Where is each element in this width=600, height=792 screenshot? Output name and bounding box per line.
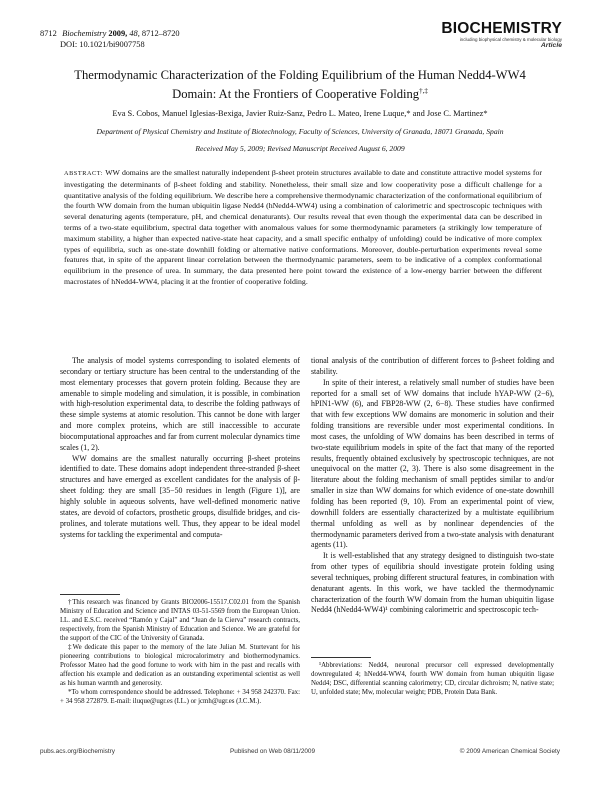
copyright: © 2009 American Chemical Society (459, 748, 560, 755)
abstract-text: WW domains are the smallest naturally independent β-sheet protein structures available to date and constitute attractive model systems for investigating the determinants of β-sheet folding and stability. Nonetheless, their small size and low cooperativity pose a difficult challenge for a quantitative analysis of the folding equilibrium. We describe here a comprehensive thermodynamic characterization of the conformational equilibrium of the fourth WW domain from the human ubiquitin ligase Nedd4 (hNedd4-WW4) using a combination of calorimetric and spectroscopic techniques with several denaturing agents (temperature, pH, and chemical denaturants). Our results reveal that even though the experimental data can be described in terms of a two-state equilibrium, spectral data together with anomalous values for some thermodynamic parameters (a strikingly low temperature of maximum stability, a higher than expected native-state heat capacity, and a small specific enthalpy of unfolding) could be indicative of more complex types of equilibria, such as one-state downhill folding or alternative native conformations. Moreover, double-perturbation experiments reveal some features that, in spite of the apparent linear correlation between the thermodynamic parameters, seem to be indicative of a complex conformational equilibrium in the presence of urea. In summary, the data presented here point toward the existence of a low-energy barrier between the different macrostates of hNedd4-WW4, placing it at the frontier of cooperative folding. (64, 168, 542, 286)
abstract (64, 168, 542, 288)
abstract-label: ABSTRACT: (64, 170, 104, 177)
article-type: Article (540, 42, 562, 49)
journal-volume: 48, (129, 29, 140, 38)
publication-date: Published on Web 08/11/2009 (230, 748, 316, 755)
body-paragraph: tional analysis of the contribution of different forces to β-sheet folding and stability. (311, 356, 554, 376)
doi[interactable]: DOI: 10.1021/bi9007758 (60, 40, 145, 49)
body-paragraph: The analysis of model systems corresponding to isolated elements of secondary or tertiary structure has been central to the understanding of the most elementary processes that govern protein folding. Because they are amenable to simple modeling and simulation, it is possible, in combination with high-resolution experimental data, to describe the folding pathways of these simple systems at atomic resolution. This cannot be done with larger and more complex proteins, which are still inaccessible to accurate biocomputational approaches and far from current molecular dynamics time scales (1, 2). (60, 356, 300, 452)
journal-year: 2009, (108, 29, 128, 38)
footnote-divider-left (60, 594, 120, 595)
body-paragraph: In spite of their interest, a relatively small number of studies have been reported for a small set of WW domains that include hYAP-WW (2−6), hPIN1-WW (6), and FBP28-WW (2, 6−8). These studies have confirmed that with few exceptions WW domains are monomeric in solution and their folding transitions are reversible under most experimental conditions. In most cases, the unfolding of WW domains has been described in terms of two-state equilibrium models in spite of the fact that many of the reported results, frequently obtained exclusively by spectroscopic techniques, are not unequivocal on the matter (2, 3). There is also some disagreement in the literature about the folding mechanism of small peptides similar to and/or smaller in size than WW domains for which evidence of one-state downhill folding has been reported (9, 10). From an experimental point of view, downhill folders are essentially characterized by a multistate equilibrium thermal unfolding as well as by nonlinear dependencies of the thermodynamic parameters derived from a two-state analysis with denaturant agents (11). (311, 377, 554, 550)
article-title-text: Thermodynamic Characterization of the Folding Equilibrium of the Human Nedd4-WW4 Domain: At the Frontiers of Cooperative Folding (74, 68, 526, 101)
body-paragraph: It is well-established that any strategy designed to distinguish two-state from other types of equilibria should investigate protein folding using several techniques, probing different structural features, in combination with denaturant agents. In this work, we have tackled the thermodynamic characterization of the fourth WW domain from the human ubiquitin ligase Nedd4 (hNedd4-WW4)¹ combining calorimetric and spectroscopic tech- (311, 551, 554, 615)
affiliation: Department of Physical Chemistry and Institute of Biotechnology, Faculty of Sciences, University of Granada, 18071 Granada, Spain (96, 127, 504, 136)
page-range: 8712–8720 (141, 29, 180, 38)
author-list: Eva S. Cobos, Manuel Iglesias-Bexiga, Javier Ruiz-Sanz, Pedro L. Mateo, Irene Luque,* and Jose C. Martinez* (112, 109, 488, 118)
journal-logo-name: BIOCHEMISTRY (441, 20, 562, 37)
body-paragraph: WW domains are the smallest naturally occurring β-sheet proteins identified to date. These domains adopt independent three-stranded β-sheet structures and have emerged as excellent candidates for the analysis of β-sheet folding: they are small [35−50 residues in length (Figure 1)], are highly soluble in aqueous solvents, have well-defined monomeric native states, are devoid of cofactors, prosthetic groups, disulfide bridges, and cis-prolines, and tolerate mutations well. Thus, they appear to be ideal model systems for tackling the experimental and computa- (60, 453, 300, 539)
footnotes-left (60, 598, 300, 706)
journal-url[interactable]: pubs.acs.org/Biochemistry (40, 748, 115, 755)
article-title (60, 68, 540, 102)
footnote: *To whom correspondence should be addressed. Telephone: + 34 958 242370. Fax: + 34 958 272879. E-mail: iluque@ugr.es (I.L.) or jcmh@ugr.es (J.C.M.). (60, 689, 300, 705)
footnote-divider-right (311, 657, 371, 658)
footnotes-right (311, 661, 554, 697)
page-number: 8712 (40, 29, 57, 38)
received-dates: Received May 5, 2009; Revised Manuscript Received August 6, 2009 (195, 144, 405, 153)
footnote: ¹Abbreviations: Nedd4, neuronal precursor cell expressed developmentally downregulated 4; hNedd4-WW4, fourth WW domain from human ubiquitin ligase Nedd4; DSC, differential scanning calorimetry; CD, circular dichroism; N, native state; U, unfolded state; Mw, molecular weight; PDB, Protein Data Bank. (311, 662, 554, 696)
journal-logo-subtitle: including biophysical chemistry & molecular biology (459, 37, 562, 42)
body-column-right (311, 356, 554, 616)
running-header (40, 28, 180, 50)
footnote: †This research was financed by Grants BIO2006-15517.C02.01 from the Spanish Ministry of Education and Science and INTAS 03-51-5569 from the European Union. I.L. and E.S.C. received “Ramón y Cajal” and “Juan de la Cierva” research contracts, respectively, from the Spanish Ministry of Education and Science. We are grateful for the support of the CIC of the University of Granada. (60, 599, 300, 642)
journal-logo (424, 20, 562, 49)
title-footnote-marks: †,‡ (419, 86, 428, 95)
footnote: ‡We dedicate this paper to the memory of the late Julian M. Sturtevant for his pioneering contributions to biological microcalorimetry and biothermodynamics. Professor Mateo had the good fortune to work with him in the past and recalls with affection his example and dedication as an outstanding experimental scientist as well as his human warmth and generosity. (60, 644, 300, 687)
body-column-left (60, 356, 300, 540)
journal-name: Biochemistry (62, 29, 107, 38)
